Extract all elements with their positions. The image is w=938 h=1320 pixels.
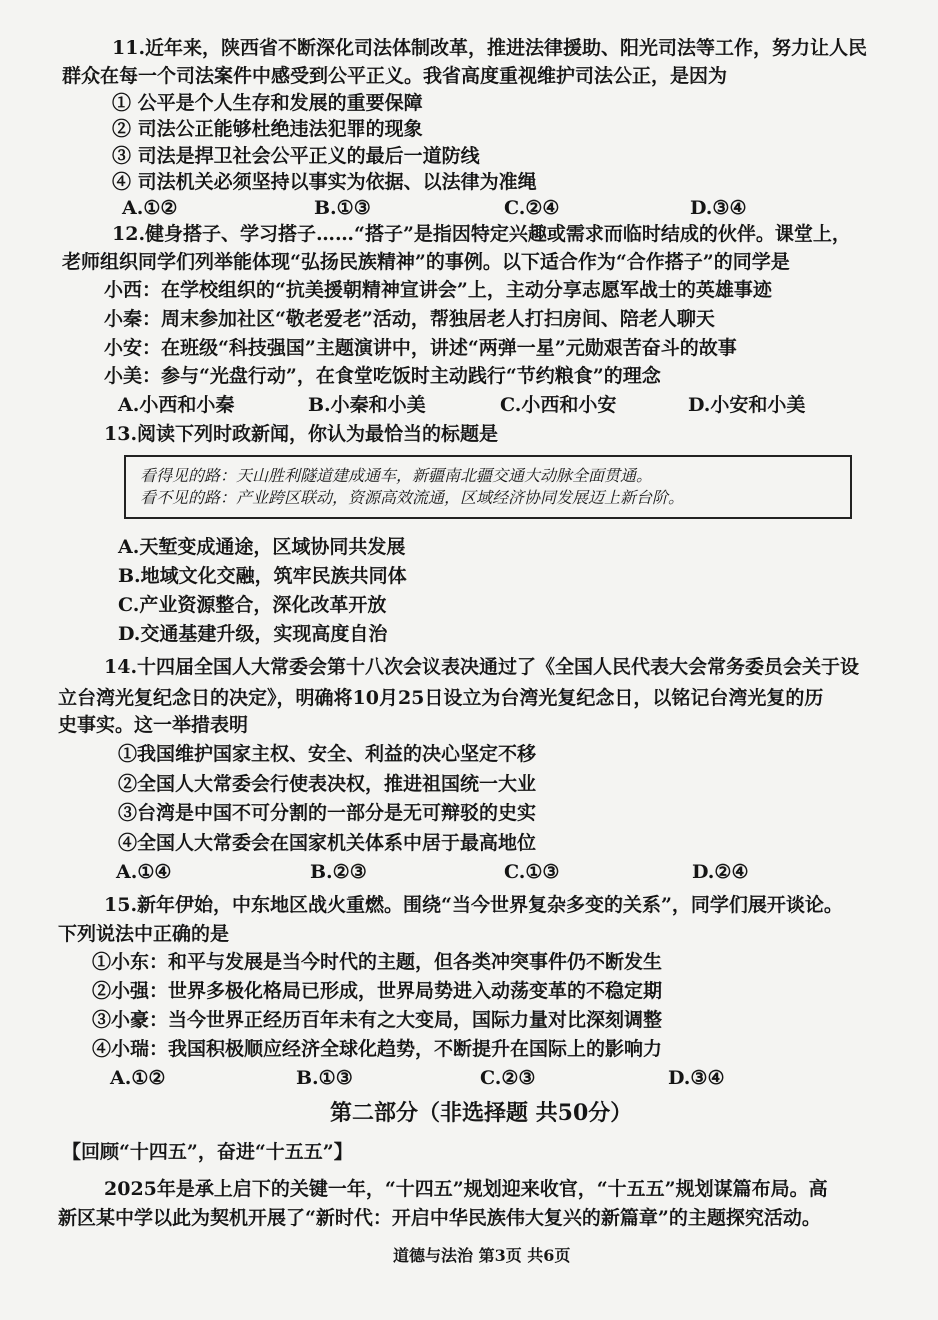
q14-option-d: D.②④	[692, 861, 749, 883]
q12-item-xiaoxi: 小西：在学校组织的“抗美援朝精神宣讲会”上，主动分享志愿军战士的英雄事迹	[104, 279, 772, 301]
q12-options	[0, 393, 938, 417]
q15-option-d: D.③④	[668, 1067, 725, 1089]
q12-item-xiaoan: 小安：在班级“科技强国”主题演讲中，讲述“两弹一星”元勋艰苦奋斗的故事	[104, 337, 737, 359]
q11-item-3: ③ 司法是捍卫社会公平正义的最后一道防线	[112, 145, 480, 167]
q14-option-a: A.①④	[116, 861, 172, 883]
q11-stem-line2: 群众在每一个司法案件中感受到公平正义。我省高度重视维护司法公正，是因为	[62, 65, 728, 87]
q13-option-a: A.天堑变成通途，区域协同共发展	[118, 536, 406, 558]
q12-option-b: B.小秦和小美	[308, 394, 426, 416]
q12-item-xiaoqin: 小秦：周末参加社区“敬老爱老”活动，帮独居老人打扫房间、陪老人聊天	[104, 308, 715, 330]
part2-intro-line1: 2025年是承上启下的关键一年，“十四五”规划迎来收官，“十五五”规划谋篇布局。高	[104, 1178, 828, 1200]
q13-option-c: C.产业资源整合，深化改革开放	[118, 594, 387, 616]
q13-news-line1: 看得见的路：天山胜利隧道建成通车，新疆南北疆交通大动脉全面贯通。	[140, 466, 653, 485]
q15-option-c: C.②③	[480, 1067, 536, 1089]
q15-option-a: A.①②	[110, 1067, 166, 1089]
q13-option-d: D.交通基建升级，实现高度自治	[118, 623, 388, 645]
q11-item-4: ④ 司法机关必须坚持以事实为依据、以法律为准绳	[112, 171, 537, 193]
q11-option-c: C.②④	[504, 197, 560, 219]
q11-stem-line1: 11.近年来，陕西省不断深化司法体制改革，推进法律援助、阳光司法等工作，努力让人民	[112, 37, 868, 59]
part2-title: 第二部分（非选择题 共50分）	[330, 1100, 633, 1126]
q14-option-c: C.①③	[504, 861, 560, 883]
q14-option-b: B.②③	[310, 861, 367, 883]
q12-option-d: D.小安和小美	[688, 394, 806, 416]
q14-options	[0, 860, 938, 884]
q15-stem-line2: 下列说法中正确的是	[58, 923, 230, 945]
q13-stem: 13.阅读下列时政新闻，你认为最恰当的标题是	[104, 423, 499, 445]
q15-item-1: ①小东：和平与发展是当今时代的主题，但各类冲突事件仍不断发生	[92, 951, 663, 973]
q11-option-b: B.①③	[314, 197, 371, 219]
q12-stem-line2: 老师组织同学们列举能体现“弘扬民族精神”的事例。以下适合作为“合作搭子”的同学是	[62, 251, 790, 273]
q11-option-d: D.③④	[690, 197, 747, 219]
q12-option-c: C.小西和小安	[500, 394, 617, 416]
q15-item-4: ④小瑞：我国积极顺应经济全球化趋势，不断提升在国际上的影响力	[92, 1038, 663, 1060]
q11-item-2: ② 司法公正能够杜绝违法犯罪的现象	[112, 118, 423, 140]
q13-news-box	[124, 455, 852, 519]
page-footer: 道德与法治 第3页 共6页	[393, 1246, 571, 1265]
q11-option-a: A.①②	[122, 197, 178, 219]
q15-item-3: ③小豪：当今世界正经历百年未有之大变局，国际力量对比深刻调整	[92, 1009, 663, 1031]
q12-option-a: A.小西和小秦	[118, 394, 235, 416]
q13-option-b: B.地域文化交融，筑牢民族共同体	[118, 565, 407, 587]
q15-options	[0, 1066, 938, 1090]
q14-stem-line1: 14.十四届全国人大常委会第十八次会议表决通过了《全国人民代表大会常务委员会关于设	[104, 656, 860, 678]
q15-item-2: ②小强：世界多极化格局已形成，世界局势进入动荡变革的不稳定期	[92, 980, 663, 1002]
part2-theme: 【回顾“十四五”，奋进“十五五”】	[62, 1141, 353, 1163]
q14-stem-line3: 史事实。这一举措表明	[58, 714, 249, 736]
q14-item-1: ①我国维护国家主权、安全、利益的决心坚定不移	[118, 743, 537, 765]
q12-item-xiaomei: 小美：参与“光盘行动”，在食堂吃饭时主动践行“节约粮食”的理念	[104, 365, 661, 387]
q15-option-b: B.①③	[296, 1067, 353, 1089]
q12-stem-line1: 12.健身搭子、学习搭子……“搭子”是指因特定兴趣或需求而临时结成的伙伴。课堂上，	[112, 223, 851, 245]
q14-stem-line2: 立台湾光复纪念日的决定》，明确将10月25日设立为台湾光复纪念日，以铭记台湾光复的历	[58, 687, 824, 709]
q14-item-3: ③台湾是中国不可分割的一部分是无可辩驳的史实	[118, 802, 537, 824]
q15-stem-line1: 15.新年伊始，中东地区战火重燃。围绕“当今世界复杂多变的关系”，同学们展开谈论。	[104, 894, 843, 916]
q13-news-line2: 看不见的路：产业跨区联动，资源高效流通，区域经济协同发展迈上新台阶。	[140, 488, 685, 507]
q14-item-2: ②全国人大常委会行使表决权，推进祖国统一大业	[118, 773, 537, 795]
q11-item-1: ① 公平是个人生存和发展的重要保障	[112, 92, 423, 114]
q11-options	[0, 196, 938, 220]
q14-item-4: ④全国人大常委会在国家机关体系中居于最高地位	[118, 832, 537, 854]
part2-intro-line2: 新区某中学以此为契机开展了“新时代：开启中华民族伟大复兴的新篇章”的主题探究活动。	[58, 1207, 821, 1229]
